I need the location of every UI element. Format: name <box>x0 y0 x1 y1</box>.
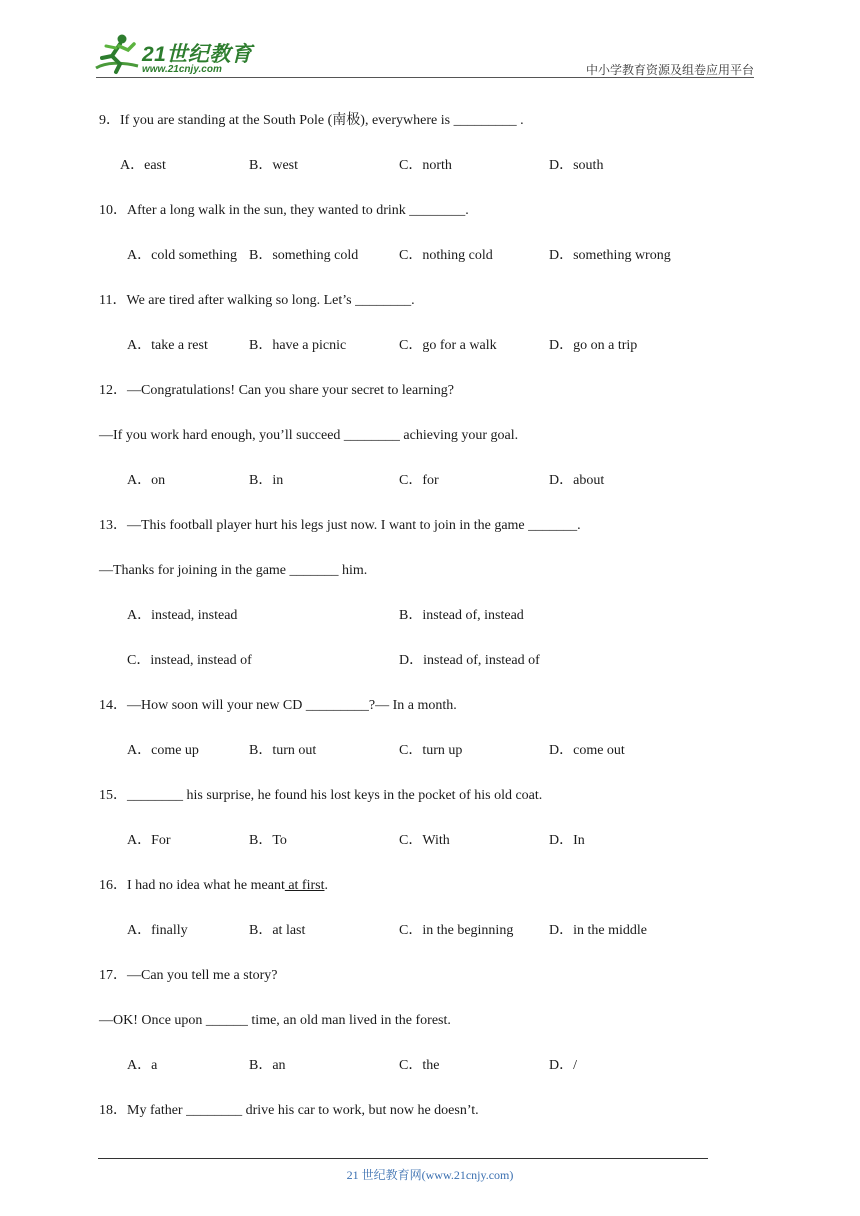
option-c[interactable]: C．the <box>399 1058 440 1073</box>
question-stem-line2: —If you work hard enough, you’ll succeed ________ achieving your goal. <box>99 428 519 443</box>
option-c[interactable]: C．for <box>399 473 439 488</box>
question-stem: 13．—This football player hurt his legs just now. I want to join in the game _______. <box>99 518 581 533</box>
option-b[interactable]: B．at last <box>249 923 306 938</box>
logo-url: www.21cnjy.com <box>142 64 222 75</box>
option-d[interactable]: D．/ <box>549 1058 577 1073</box>
option-b[interactable]: B．an <box>249 1058 286 1073</box>
stem-end: . <box>324 878 328 893</box>
option-d[interactable]: D．about <box>549 473 605 488</box>
option-b[interactable]: B．in <box>249 473 284 488</box>
question-stem-line2: —OK! Once upon ______ time, an old man lived in the forest. <box>99 1013 451 1028</box>
option-c[interactable]: C．nothing cold <box>399 248 493 263</box>
question-stem: 15．________ his surprise, he found his lost keys in the pocket of his old coat. <box>99 788 543 803</box>
option-c[interactable]: C．With <box>399 833 450 848</box>
option-b[interactable]: B．something cold <box>249 248 359 263</box>
header-platform-name: 中小学教育资源及组卷应用平台 <box>585 63 754 77</box>
option-a[interactable]: A．finally <box>127 923 188 938</box>
option-a[interactable]: A．on <box>127 473 166 488</box>
site-logo[interactable] <box>92 32 262 78</box>
option-c[interactable]: C．in the beginning <box>399 923 514 938</box>
option-a[interactable]: A．come up <box>127 743 199 758</box>
option-b[interactable]: B．To <box>249 833 287 848</box>
runner-logo-icon <box>92 32 142 76</box>
question-stem: 14．—How soon will your new CD _________?— In a month. <box>99 698 457 713</box>
option-b[interactable]: B．have a picnic <box>249 338 347 353</box>
question-stem: 10．After a long walk in the sun, they wanted to drink ________. <box>99 203 469 218</box>
option-d[interactable]: D．In <box>549 833 585 848</box>
option-d[interactable]: D．something wrong <box>549 248 671 263</box>
underlined-phrase: at first <box>284 878 325 893</box>
option-c[interactable]: C．turn up <box>399 743 463 758</box>
footer-site-link[interactable]: 21 世纪教育网(www.21cnjy.com) <box>346 1168 514 1182</box>
header-divider <box>96 77 754 78</box>
option-d[interactable]: D．go on a trip <box>549 338 638 353</box>
question-stem: 17．—Can you tell me a story? <box>99 968 278 983</box>
option-d[interactable]: D．instead of, instead of <box>399 653 540 668</box>
option-b[interactable]: B．instead of, instead <box>399 608 524 623</box>
question-stem: 18．My father ________ drive his car to work, but now he doesn’t. <box>99 1103 479 1118</box>
option-c[interactable]: C．north <box>399 158 452 173</box>
question-stem-line2: —Thanks for joining in the game _______ him. <box>99 563 368 578</box>
question-stem: 12．—Congratulations! Can you share your secret to learning? <box>99 383 454 398</box>
option-a[interactable]: A．a <box>127 1058 158 1073</box>
question-stem: 11．We are tired after walking so long. Let’s ________. <box>99 293 415 308</box>
option-b[interactable]: B．west <box>249 158 298 173</box>
option-a[interactable]: A．take a rest <box>127 338 208 353</box>
option-a[interactable]: A．instead, instead <box>127 608 238 623</box>
logo-text: 21世纪教育 <box>142 43 253 66</box>
option-a[interactable]: A．For <box>127 833 171 848</box>
option-c[interactable]: C．go for a walk <box>399 338 497 353</box>
option-d[interactable]: D．south <box>549 158 604 173</box>
option-c[interactable]: C．instead, instead of <box>127 653 252 668</box>
question-stem <box>99 877 328 895</box>
page-header <box>0 0 860 82</box>
option-d[interactable]: D．in the middle <box>549 923 647 938</box>
option-d[interactable]: D．come out <box>549 743 625 758</box>
footer-divider <box>98 1158 708 1159</box>
question-stem: 9．If you are standing at the South Pole (南极), everywhere is _________ . <box>99 113 524 128</box>
option-a[interactable]: A．cold something <box>127 248 238 263</box>
option-b[interactable]: B．turn out <box>249 743 317 758</box>
option-a[interactable]: A．east <box>120 158 166 173</box>
stem-text: 16．I had no idea what he meant <box>99 878 285 893</box>
